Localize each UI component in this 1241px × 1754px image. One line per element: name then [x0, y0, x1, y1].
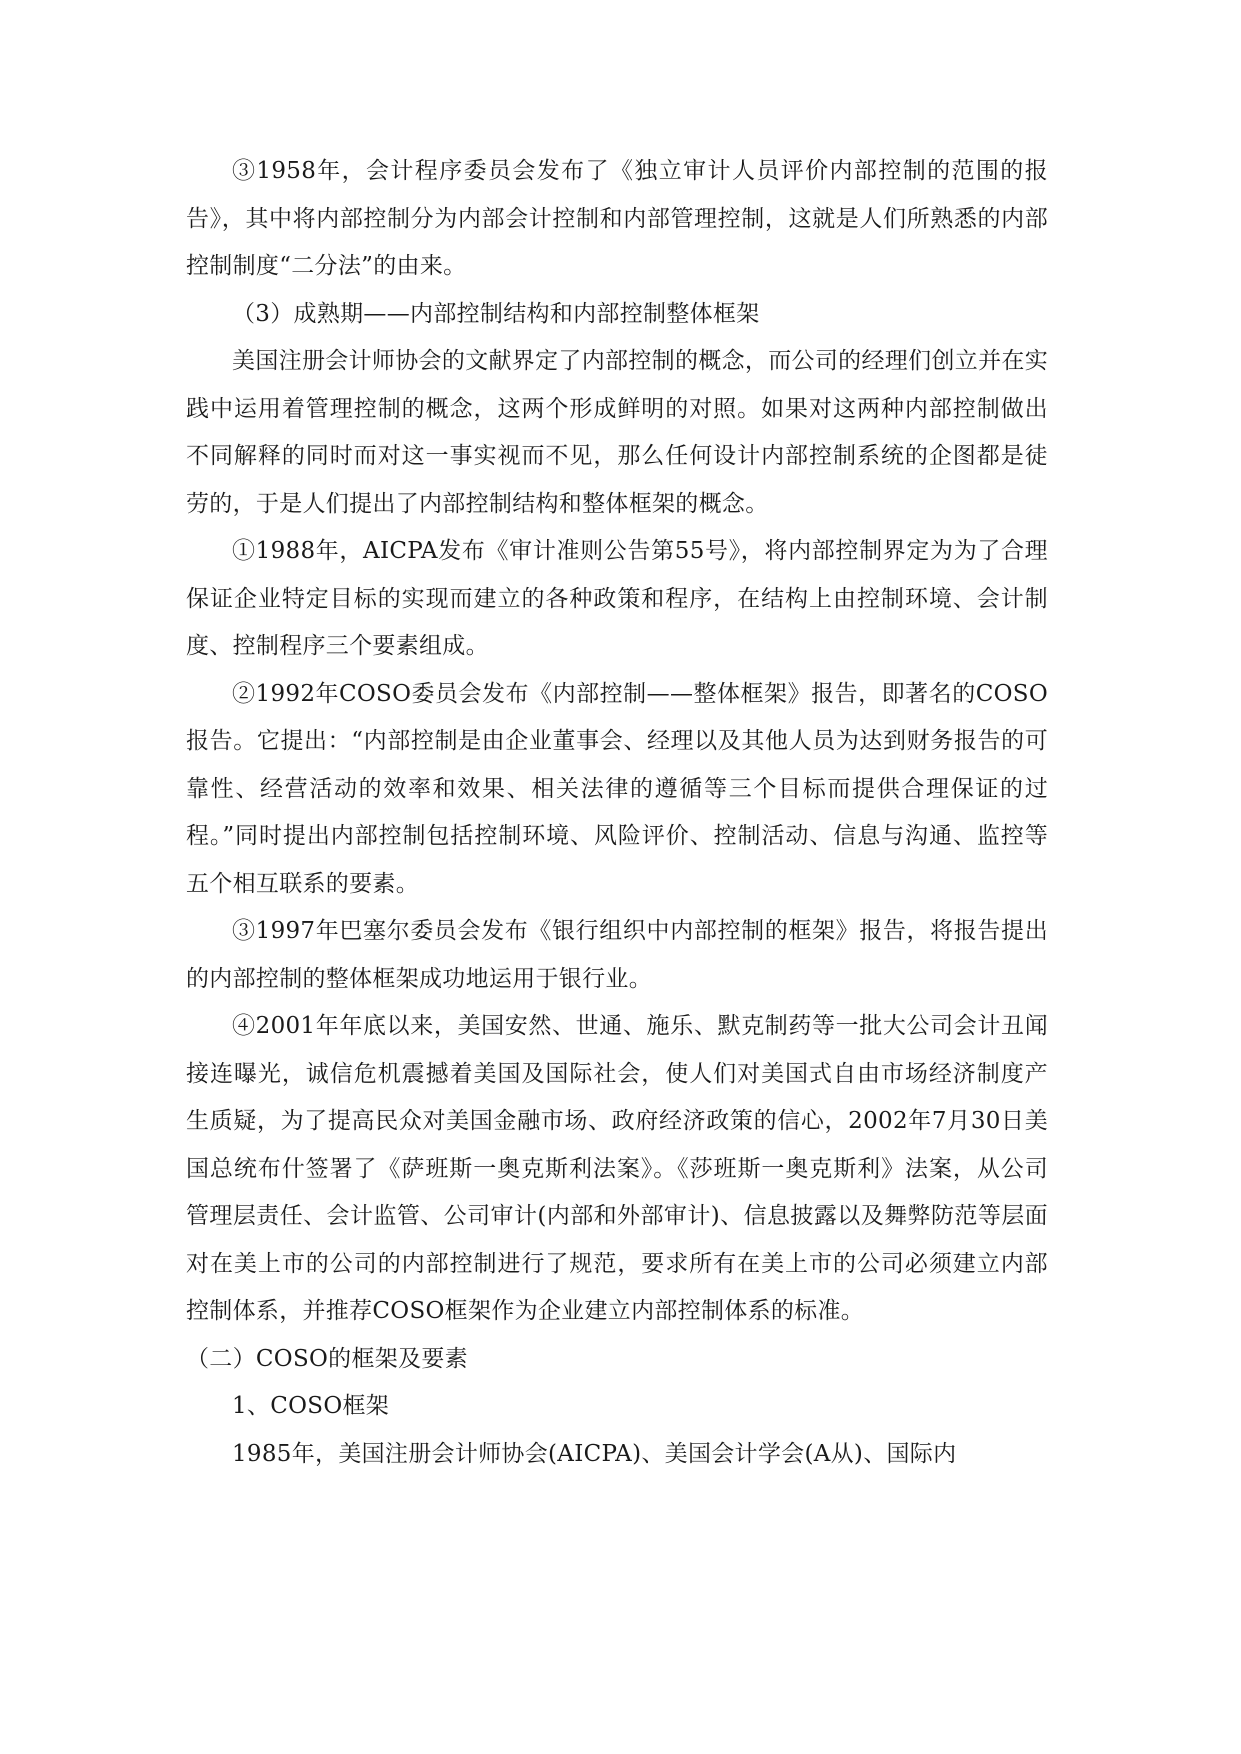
paragraph-aicpa-concept: 美国注册会计师协会的文献界定了内部控制的概念，而公司的经理们创立并在实践中运用着管理控制的概念，这两个形成鲜明的对照。如果对这两种内部控制做出不同解释的同时而对这一事实视而不见，那么任何设计内部控制系统的企图都是徒劳的，于是人们提出了内部控制结构和整体框架的概念。 [186, 348, 1048, 517]
document-page [186, 148, 1048, 1478]
subheading-maturity-period: （3）成熟期——内部控制结构和内部控制整体框架 [232, 300, 760, 327]
paragraph-1958-report: ③1958年，会计程序委员会发布了《独立审计人员评价内部控制的范围的报告》，其中将内部控制分为内部会计控制和内部管理控制，这就是人们所熟悉的内部控制制度“二分法”的由来。 [186, 158, 1048, 279]
paragraph-2001-sox: ④2001年年底以来，美国安然、世通、施乐、默克制药等一批大公司会计丑闻接连曝光，诚信危机震撼着美国及国际社会，使人们对美国式自由市场经济制度产生质疑，为了提高民众对美国金融市场、政府经济政策的信心，2002年7月30日美国总统布什签署了《萨班斯一奥克斯利法案》。《莎班斯一奥克斯利》法案，从公司管理层责任、会计监管、公司审计(内部和外部审计)、信息披露以及舞弊防范等层面对在美上市的公司的内部控制进行了规范，要求所有在美上市的公司必须建立内部控制体系，并推荐COSO框架作为企业建立内部控制体系的标准。 [186, 1013, 1048, 1324]
paragraph-1992-coso: ②1992年COSO委员会发布《内部控制——整体框架》报告，即著名的COSO报告。它提出：“内部控制是由企业董事会、经理以及其他人员为达到财务报告的可靠性、经营活动的效率和效果、相关法律的遵循等三个目标而提供合理保证的过程。”同时提出内部控制包括控制环境、风险评价、控制活动、信息与沟通、监控等五个相互联系的要素。 [186, 680, 1048, 897]
subheading-coso-framework: 1、COSO框架 [232, 1393, 390, 1419]
paragraph-1997-basel: ③1997年巴塞尔委员会发布《银行组织中内部控制的框架》报告，将报告提出的内部控制的整体框架成功地运用于银行业。 [186, 918, 1048, 992]
section-heading-coso-framework: （二）COSO的框架及要素 [186, 1345, 468, 1372]
paragraph-1988-aicpa: ①1988年，AICPA发布《审计准则公告第55号》，将内部控制界定为为了合理保证企业特定目标的实现而建立的各种政策和程序，在结构上由控制环境、会计制度、控制程序三个要素组成。 [186, 538, 1048, 659]
paragraph-1985-aicpa: 1985年，美国注册会计师协会(AICPA)、美国会计学会(A从)、国际内 [232, 1440, 957, 1467]
